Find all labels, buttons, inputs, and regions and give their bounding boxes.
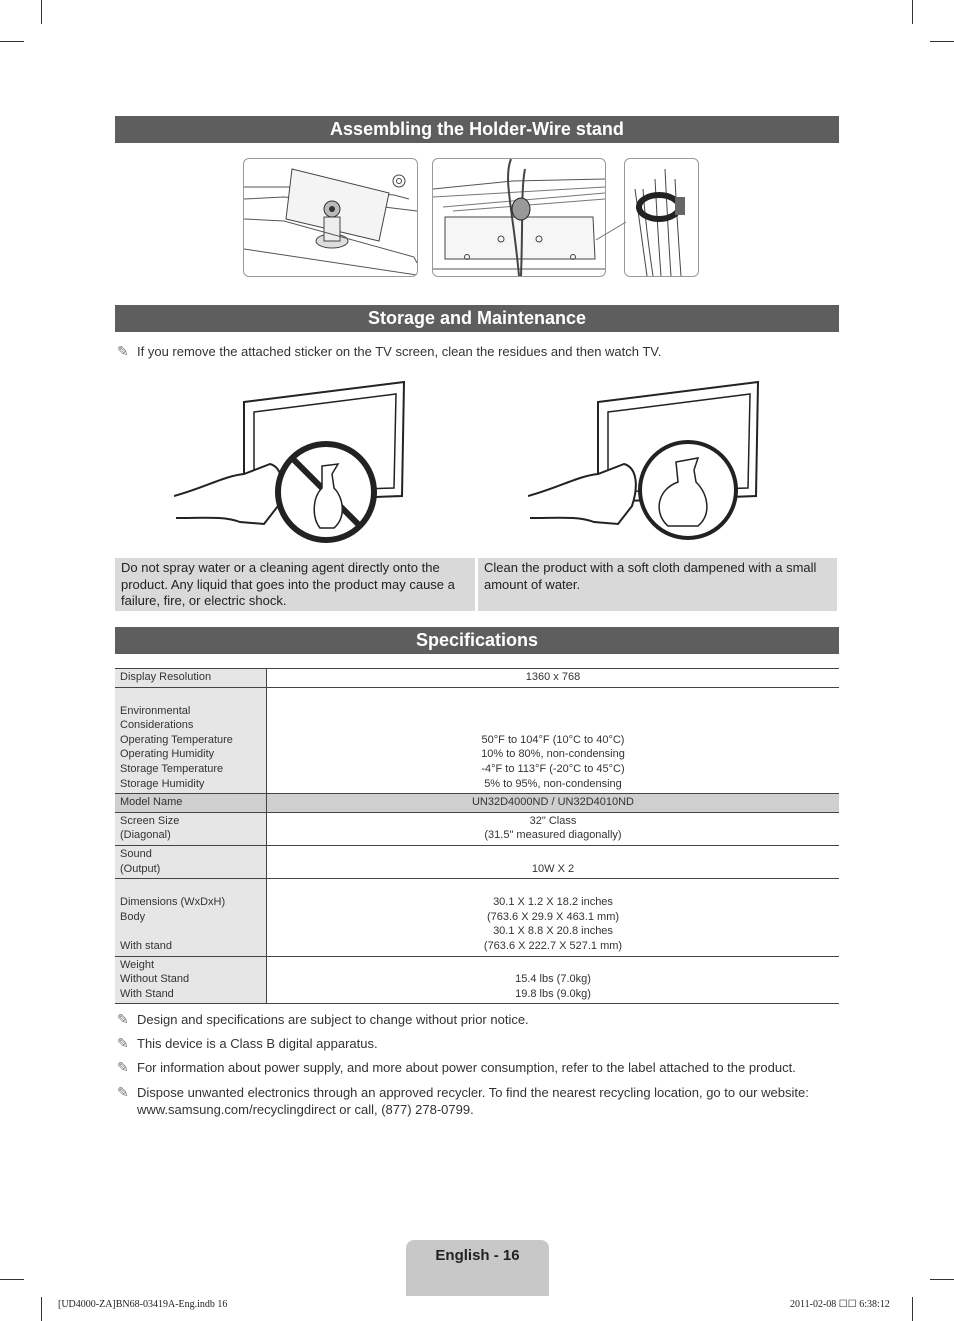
- spec-label: Model Name: [115, 794, 267, 813]
- spec-row-sound: [115, 845, 839, 878]
- spec-value: UN32D4000ND / UN32D4010ND: [267, 794, 840, 813]
- spec-note: ✎ Design and specifications are subject to change without prior notice.: [117, 1011, 529, 1027]
- soft-cloth-illustration: [528, 378, 764, 543]
- spec-row-weight: [115, 956, 839, 1004]
- storage-note: ✎ If you remove the attached sticker on the TV screen, clean the residues and then watch TV.: [117, 343, 662, 359]
- spec-note: ✎ This device is a Class B digital apparatus.: [117, 1035, 378, 1051]
- spec-row-dimensions: [115, 879, 839, 956]
- crop-mark: [930, 1279, 954, 1280]
- spec-note: ✎ Dispose unwanted electronics through an approved recycler. To find the nearest recycling location, go to our website: www.samsung.com/recyclingdirect or call, (877) 278-0799.: [117, 1084, 809, 1117]
- section-title-specifications: Specifications: [115, 627, 839, 654]
- spec-label: Screen Size (Diagonal): [115, 812, 267, 845]
- crop-mark: [912, 0, 913, 24]
- spec-row-screen-size: [115, 812, 839, 845]
- spec-value: 10W X 2: [267, 845, 840, 878]
- pencil-note-icon: ✎: [117, 1035, 129, 1051]
- section-title-storage: Storage and Maintenance: [115, 305, 839, 332]
- spec-value: 1360 x 768: [267, 669, 840, 688]
- pencil-note-icon: ✎: [117, 343, 129, 359]
- stand-mount-illustration: [243, 158, 418, 277]
- spec-row-environment: [115, 687, 839, 794]
- crop-mark: [0, 41, 24, 42]
- spec-value: 15.4 lbs (7.0kg) 19.8 lbs (9.0kg): [267, 956, 840, 1004]
- spec-value: 50°F to 104°F (10°C to 40°C) 10% to 80%, non-condensing -4°F to 113°F (-20°C to 45°C) 5% to 95%, non-condensing: [267, 687, 840, 794]
- crop-mark: [930, 41, 954, 42]
- spec-value: 30.1 X 1.2 X 18.2 inches (763.6 X 29.9 X 463.1 mm) 30.1 X 8.8 X 20.8 inches (763.6 X 222.7 X 527.1 mm): [267, 879, 840, 956]
- spec-row-display-resolution: [115, 669, 839, 688]
- crop-mark: [41, 0, 42, 24]
- spec-label: Weight Without Stand With Stand: [115, 956, 267, 1004]
- no-spray-illustration: [174, 378, 410, 543]
- caption-no-spray: Do not spray water or a cleaning agent directly onto the product. Any liquid that goes into the product may cause a failure, fire, or electric shock.: [115, 558, 475, 611]
- spec-label: Sound (Output): [115, 845, 267, 878]
- page-number-tab: English - 16: [406, 1240, 549, 1296]
- print-date-info: 2011-02-08 ☐☐ 6:38:12: [790, 1299, 890, 1310]
- spec-note: ✎ For information about power supply, and more about power consumption, refer to the label attached to the product.: [117, 1059, 796, 1075]
- caption-soft-cloth: Clean the product with a soft cloth dampened with a small amount of water.: [478, 558, 837, 611]
- spec-label: Environmental Considerations Operating Temperature Operating Humidity Storage Temperature Storage Humidity: [115, 687, 267, 794]
- crop-mark: [41, 1297, 42, 1321]
- spec-label: Dimensions (WxDxH) Body With stand: [115, 879, 267, 956]
- pencil-note-icon: ✎: [117, 1059, 129, 1075]
- specifications-table: [115, 668, 839, 1004]
- wire-holder-illustration: [432, 158, 606, 277]
- pencil-note-icon: ✎: [117, 1011, 129, 1027]
- wire-holder-closeup-illustration: [624, 158, 699, 277]
- print-file-info: [UD4000-ZA]BN68-03419A-Eng.indb 16: [58, 1299, 228, 1310]
- section-title-assembling: Assembling the Holder-Wire stand: [115, 116, 839, 143]
- spec-value: 32" Class (31.5" measured diagonally): [267, 812, 840, 845]
- crop-mark: [0, 1279, 24, 1280]
- crop-mark: [912, 1297, 913, 1321]
- callout-line: [596, 220, 628, 242]
- spec-row-model: [115, 794, 839, 813]
- pencil-note-icon: ✎: [117, 1084, 129, 1100]
- spec-label: Display Resolution: [115, 669, 267, 688]
